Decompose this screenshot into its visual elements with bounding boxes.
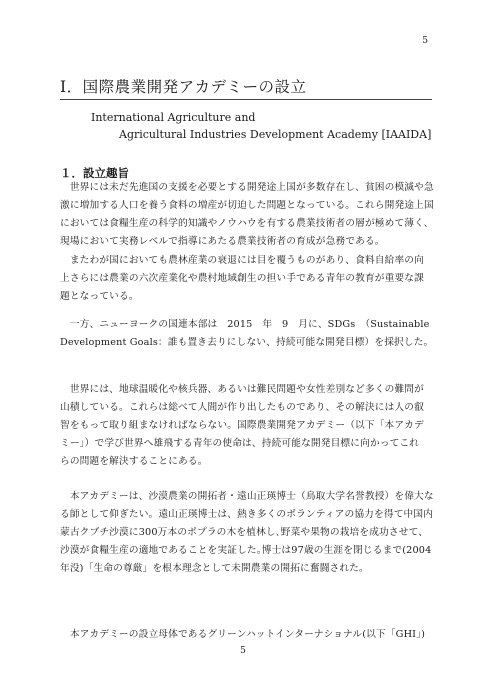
paragraph-5 [60,488,434,578]
english-title-line-2: Agricultural Industries Development Academy [IAAIDA] [119,128,432,141]
paragraph-line: 激に増加する人口を養う食料の増産が切迫した問題となっている。これら開発途上国 [60,200,434,212]
page-title: Ⅰ．国際農業開発アカデミーの設立 [60,78,307,96]
paragraph-line: 本アカデミーは、沙漠農業の開拓者・遠山正瑛博士（鳥取大学名誉教授）を偉大な [60,491,434,502]
paragraph-line: 題となっている。 [60,291,139,303]
english-title-line-1: International Agriculture and [91,111,256,124]
paragraph-line: 現場において実務レベルで指導にあたる農業技術者の育成が急務である。 [60,236,385,248]
paragraph-line: 山積している。これらは総べて人間が作り出したものであり、その解決には人の叡 [60,402,424,414]
paragraph-line: またわが国においても農林産業の衰退には目を覆うものがあり、食料自給率の向 [60,255,424,266]
paragraph-3 [60,316,434,352]
paragraph-2 [60,252,434,306]
paragraph-4 [60,381,434,471]
paragraph-line: 沙漠が食糧生産の適地であることを実証した｡博士は97歳の生涯を閉じるまで(2004 [60,545,432,557]
page-number-bottom: 5 [240,646,246,656]
paragraph-line: 世界には、地球温暖化や核兵器、あるいは難民問題や女性差別など多くの難問が [60,384,424,395]
paragraph-line: る師として仰ぎたい。遠山正瑛博士は、熱き多くのボランティアの協力を得て中国内 [60,509,434,521]
title-underline [60,99,432,100]
page-number-top: 5 [422,36,428,46]
paragraph-line: 年没)「生命の尊厳」を根本理念として未開農業の開拓に奮闘された。 [60,563,369,575]
paragraph-6 [60,626,434,644]
paragraph-line: 蒙古クブチ沙漠に300万本のポプラの木を植林し､野菜や果物の栽培を成功させて、 [60,527,429,539]
section-heading: １．設立趣旨 [60,166,129,180]
paragraph-line: らの問題を解決することにある。 [60,456,208,468]
paragraph-1 [60,179,434,251]
paragraph-line: 本アカデミーの設立母体であるグリーンハットインターナショナル(以下「GHI」) [60,629,426,640]
paragraph-line: 世界には未だ先進国の支援を必要とする開発途上国が多数存在し、貧困の模滅や急 [60,182,434,193]
paragraph-line: においては食糧生産の科学的知識やノウハウを有する農業技術者の層が極めて薄く、 [60,218,434,230]
paragraph-line: 一方、ニューヨークの国連本部は 2015 年 9 月に、SDGs （Sustainable [60,319,430,330]
paragraph-line: 智をもって取り組まなければならない。国際農業開発アカデミー（以下「本アカデ [60,420,424,432]
paragraph-line: Development Goals：誰も置き去りにしない、持続可能な開発目標）を採択した。 [60,337,434,349]
paragraph-line: 上さらには農業の六次産業化や農村地域創生の担い手である青年の教育が重要な課 [60,273,424,285]
paragraph-line: ミー」）で学び世界へ雄飛する青年の使命は、持続可能な開発目標に向かってこれ [60,438,420,450]
